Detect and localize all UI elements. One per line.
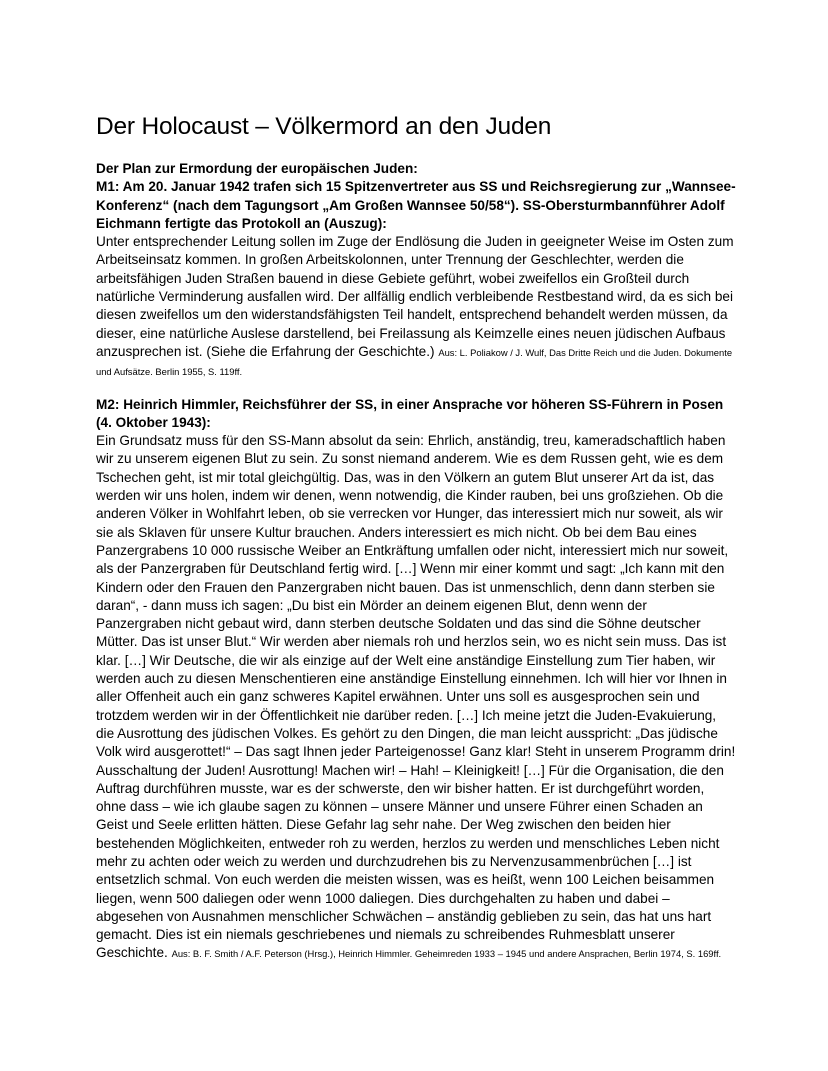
m1-text: Unter entsprechender Leitung sollen im Zuge der Endlösung die Juden in geeigneter Weise im Osten zum Arbeitseinsatz kommen. In großen Arbeitskolonnen, unter Trennung der Geschlechter, werden die arbeitsfähigen Juden Straßen bauend in diese Gebiete geführt, wobei zweifellos ein Großteil durch natürliche Verminderung ausfallen wird. Der allfällig endlich verbleibende Restbestand wird, da es sich bei diesen zweifellos um den widerstandsfähigsten Teil handelt, entsprechend behandelt werden müssen, da dieser, eine natürliche Auslese darstellend, bei Freilassung als Keimzelle eines neuen jüdischen Aufbaus anzusprechen ist. (Siehe die Erfahrung der Geschichte.) <box>96 234 734 359</box>
page-title: Der Holocaust – Völkermord an den Juden <box>96 113 552 140</box>
section-divider-space <box>96 382 736 396</box>
m2-heading: M2: Heinrich Himmler, Reichsführer der SS, in einer Ansprache vor höheren SS-Führern in Posen (4. Oktober 1943): <box>96 396 724 430</box>
document-page <box>96 113 736 964</box>
m2-source: Aus: B. F. Smith / A.F. Peterson (Hrsg.), Heinrich Himmler. Geheimreden 1933 – 1945 und andere Ansprachen, Berlin 1974, S. 169ff. <box>171 948 722 960</box>
section-m1 <box>96 160 736 382</box>
section-m2 <box>96 396 736 964</box>
m1-text-block <box>96 233 736 381</box>
m2-text-block <box>96 432 736 964</box>
m1-source: Aus: L. Poliakow / J. Wulf, Das Dritte Reich und die Juden. Dokumente und Aufsätze. Berlin 1955, S. 119ff. <box>96 346 733 378</box>
m1-heading: M1: Am 20. Januar 1942 trafen sich 15 Spitzenvertreter aus SS und Reichsregierung zur „Wannsee-Konferenz“ (nach dem Tagungsort „Am Großen Wannsee 50/58“). SS-Obersturmbannführer Adolf Eichmann fertigte das Protokoll an (Auszug): <box>96 179 736 231</box>
plan-subtitle: Der Plan zur Ermordung der europäischen Juden: <box>96 161 418 176</box>
m2-text: Ein Grundsatz muss für den SS-Mann absolut da sein: Ehrlich, anständig, treu, kameradschaftlich haben wir zu unserem eigenen Blut zu sein. Zu sonst niemand anderem. Wie es dem Russen geht, wie es dem Tschechen geht, ist mir total gleichgültig. Das, was in den Völkern an gutem Blut unserer Art da ist, das werden wir uns holen, indem wir denen, wenn notwendig, die Kinder rauben, bei uns großziehen. Ob die anderen Völker in Wohlfahrt leben, ob sie verrecken vor Hunger, das interessiert mich nur soweit, als wir sie als Sklaven für unsere Kultur brauchen. Anders interessiert es mich nicht. Ob bei dem Bau eines Panzergrabens 10 000 russische Weiber an Entkräftung umfallen oder nicht, interessiert mich nur soweit, als der Panzergraben für Deutschland fertig wird. […] Wenn mir einer kommt und sagt: „Ich kann mit den Kindern oder den Frauen den Panzergraben nicht bauen. Das ist unmenschlich, denn dann sterben sie daran“, - dann muss ich sagen: „Du bist ein Mörder an deinem eigenen Blut, denn wenn der Panzergraben nicht gebaut wird, dann sterben deutsche Soldaten und das sind die Söhne deutscher Mütter. Das ist unser Blut.“ Wir werden aber niemals roh und herzlos sein, wo es nicht sein muss. Das ist klar. […] Wir Deutsche, die wir als einzige auf der Welt eine anständige Einstellung zum Tier haben, wir werden auch zu diesen Menschentieren eine anständige Einstellung einnehmen. Ich will hier vor Ihnen in aller Offenheit auch ein ganz schweres Kapitel erwähnen. Unter uns soll es ausgesprochen sein und trotzdem werden wir in der Öffentlichkeit nie darüber reden. […] Ich meine jetzt die Juden-Evakuierung, die Ausrottung des jüdischen Volkes. Es gehört zu den Dingen, die man leicht ausspricht: „Das jüdische Volk wird ausgerottet!“ – Das sagt Ihnen jeder Parteigenosse! Ganz klar! Steht in unserem Programm drin! Ausschaltung der Juden! Ausrottung! Machen wir! – Hah! – Kleinigkeit! […] Für die Organisation, die den Auftrag durchführen musste, war es der schwerste, den wir bisher hatten. Er ist durchgeführt worden, ohne dass – wie ich glaube sagen zu können – unsere Männer und unsere Führer einen Schaden an Geist und Seele erlitten hätten. Diese Gefahr lag sehr nahe. Der Weg zwischen den beiden hier bestehenden Möglichkeiten, entweder roh zu werden, herzlos zu werden und menschliches Leben nicht mehr zu achten oder weich zu werden und durchzudrehen bis zu Nervenzusammenbrüchen […] ist entsetzlich schmal. Von euch werden die meisten wissen, was es heißt, wenn 100 Leichen beisammen liegen, wenn 500 daliegen oder wenn 1000 daliegen. Dies durchgehalten zu haben und dabei – abgesehen von Ausnahmen menschlicher Schwächen – anständig geblieben zu sein, das hat uns hart gemacht. Dies ist ein niemals geschriebenes und niemals zu schreibendes Ruhmesblatt unserer Geschichte. <box>96 433 736 961</box>
